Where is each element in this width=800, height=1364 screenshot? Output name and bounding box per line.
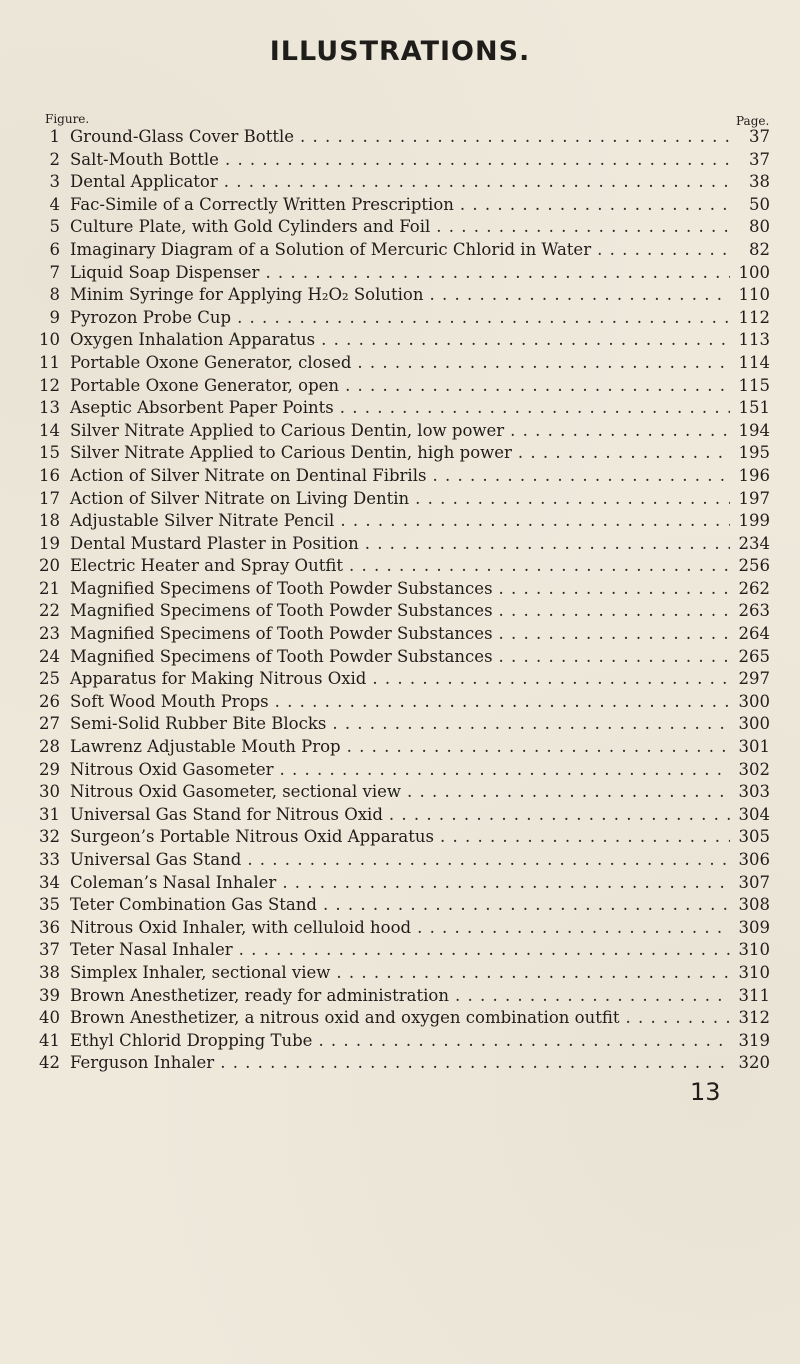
list-item: [36, 985, 770, 1008]
list-item: [36, 646, 770, 669]
page-ref: 309: [738, 917, 770, 937]
list-item: [36, 284, 770, 307]
page-ref: 320: [738, 1053, 770, 1073]
figure-number: 40: [39, 1008, 60, 1028]
list-item: [36, 262, 770, 285]
dot-leader: [345, 375, 730, 398]
figure-caption: Teter Combination Gas Stand: [70, 895, 317, 915]
figure-number: 31: [39, 804, 60, 824]
dot-leader: [247, 849, 730, 872]
figure-caption: Brown Anesthetizer, ready for administration: [70, 985, 449, 1005]
dot-leader: [332, 713, 730, 736]
page-ref: 151: [738, 398, 770, 418]
dot-leader: [340, 397, 730, 420]
page-ref: 197: [738, 488, 770, 508]
list-item: [36, 1052, 770, 1075]
figure-number: 26: [39, 691, 60, 711]
figure-number: 9: [49, 307, 60, 327]
dot-leader: [318, 1030, 730, 1053]
figure-number: 28: [39, 737, 60, 757]
dot-leader: [347, 736, 730, 759]
page-ref: 307: [738, 872, 770, 892]
page-ref: 303: [738, 782, 770, 802]
figure-caption: Electric Heater and Spray Outfit: [70, 556, 343, 576]
figure-number: 2: [49, 149, 60, 169]
dot-leader: [510, 420, 730, 443]
figure-caption: Silver Nitrate Applied to Carious Dentin, high power: [70, 443, 512, 463]
dot-leader: [415, 488, 730, 511]
page-ref: 300: [738, 714, 770, 734]
figure-number: 32: [39, 827, 60, 847]
list-item: [36, 600, 770, 623]
list-item: [36, 420, 770, 443]
dot-leader: [237, 307, 730, 330]
figure-number: 29: [39, 759, 60, 779]
figure-number: 14: [39, 420, 60, 440]
page-ref: 311: [738, 985, 770, 1005]
figure-number: 34: [39, 872, 60, 892]
page-ref: 304: [738, 804, 770, 824]
figure-caption: Nitrous Oxid Gasometer, sectional view: [70, 782, 401, 802]
figure-caption: Ethyl Chlorid Dropping Tube: [70, 1030, 313, 1050]
list-item: [36, 126, 770, 149]
page-ref: 297: [738, 669, 770, 689]
figure-number: 18: [39, 511, 60, 531]
page-ref: 308: [738, 895, 770, 915]
list-item: [36, 488, 770, 511]
figure-number: 42: [39, 1053, 60, 1073]
dot-leader: [280, 759, 730, 782]
figure-number: 17: [39, 488, 60, 508]
figure-caption: Minim Syringe for Applying H₂O₂ Solution: [70, 285, 424, 305]
dot-leader: [224, 171, 730, 194]
figure-caption: Oxygen Inhalation Apparatus: [70, 330, 316, 350]
list-item: [36, 962, 770, 985]
dot-leader: [429, 284, 730, 307]
list-item: [36, 713, 770, 736]
list-item: [36, 533, 770, 556]
page-ref: 113: [738, 330, 770, 350]
page-ref: 262: [738, 578, 770, 598]
list-item: [36, 375, 770, 398]
figure-caption: Portable Oxone Generator, closed: [70, 352, 352, 372]
page-ref: 194: [738, 420, 770, 440]
dot-leader: [518, 442, 730, 465]
page-ref: 312: [738, 1008, 770, 1028]
figure-number: 10: [39, 330, 60, 350]
list-item: [36, 939, 770, 962]
dot-leader: [499, 623, 730, 646]
figure-number: 23: [39, 624, 60, 644]
figure-number: 27: [39, 714, 60, 734]
figure-caption: Imaginary Diagram of a Solution of Mercuric Chlorid in Water: [70, 239, 592, 259]
list-item: [36, 781, 770, 804]
list-item: [36, 668, 770, 691]
dot-leader: [389, 804, 730, 827]
figure-number: 15: [39, 443, 60, 463]
dot-leader: [499, 578, 730, 601]
figure-caption: Nitrous Oxid Gasometer: [70, 759, 274, 779]
illustration-list: [36, 126, 770, 1075]
list-item: [36, 1030, 770, 1053]
page-ref: 264: [738, 624, 770, 644]
dot-leader: [455, 985, 730, 1008]
page-ref: 305: [738, 827, 770, 847]
dot-leader: [336, 962, 730, 985]
figure-caption: Lawrenz Adjustable Mouth Prop: [70, 737, 341, 757]
dot-leader: [275, 691, 730, 714]
list-item: [36, 917, 770, 940]
page-ref: 82: [749, 239, 770, 259]
dot-leader: [265, 262, 730, 285]
figure-caption: Salt-Mouth Bottle: [70, 149, 219, 169]
figure-caption: Coleman’s Nasal Inhaler: [70, 872, 277, 892]
page-ref: 302: [738, 759, 770, 779]
figure-number: 35: [39, 895, 60, 915]
figure-number: 12: [39, 375, 60, 395]
page-ref: 37: [749, 127, 770, 146]
dot-leader: [417, 917, 730, 940]
figure-column-heading: Figure.: [45, 112, 90, 126]
figure-caption: Fac-Simile of a Correctly Written Prescription: [70, 194, 454, 214]
list-item: [36, 239, 770, 262]
dot-leader: [499, 600, 730, 623]
figure-number: 8: [49, 285, 60, 305]
page-ref: 263: [738, 601, 770, 621]
page-ref: 310: [738, 940, 770, 960]
figure-caption: Portable Oxone Generator, open: [70, 375, 340, 395]
figure-number: 16: [39, 465, 60, 485]
list-item: [36, 736, 770, 759]
dot-leader: [436, 216, 730, 239]
dot-leader: [625, 1007, 730, 1030]
list-item: [36, 465, 770, 488]
figure-caption: Surgeon’s Portable Nitrous Oxid Apparatus: [70, 827, 434, 847]
figure-caption: Pyrozon Probe Cup: [70, 307, 232, 327]
figure-number: 41: [39, 1030, 60, 1050]
list-item: [36, 872, 770, 895]
figure-caption: Magnified Specimens of Tooth Powder Substances: [70, 646, 493, 666]
page-ref: 300: [738, 691, 770, 711]
figure-caption: Soft Wood Mouth Props: [70, 691, 269, 711]
figure-number: 25: [39, 669, 60, 689]
page-ref: 110: [738, 285, 770, 305]
figure-caption: Adjustable Silver Nitrate Pencil: [70, 511, 335, 531]
dot-leader: [323, 894, 730, 917]
figure-caption: Universal Gas Stand: [70, 850, 242, 869]
page-ref: 50: [749, 194, 770, 214]
dot-leader: [432, 465, 730, 488]
page-ref: 196: [738, 465, 770, 485]
figure-number: 30: [39, 782, 60, 802]
dot-leader: [372, 668, 730, 691]
figure-caption: Magnified Specimens of Tooth Powder Substances: [70, 578, 493, 598]
figure-caption: Action of Silver Nitrate on Living Dentin: [70, 488, 410, 508]
page-ref: 114: [738, 352, 770, 372]
figure-caption: Ferguson Inhaler: [70, 1053, 215, 1073]
figure-number: 19: [39, 533, 60, 553]
figure-caption: Magnified Specimens of Tooth Powder Substances: [70, 601, 493, 621]
dot-leader: [365, 533, 730, 556]
figure-number: 22: [39, 601, 60, 621]
figure-caption: Dental Mustard Plaster in Position: [70, 533, 359, 553]
page-ref: 195: [738, 443, 770, 463]
page-title: ILLUSTRATIONS.: [269, 36, 531, 67]
list-item: [36, 759, 770, 782]
figure-caption: Action of Silver Nitrate on Dentinal Fibrils: [70, 465, 427, 485]
dot-leader: [460, 194, 730, 217]
figure-caption: Semi-Solid Rubber Bite Blocks: [70, 714, 327, 734]
page-ref: 310: [738, 962, 770, 982]
dot-leader: [407, 781, 730, 804]
list-item: [36, 329, 770, 352]
dot-leader: [220, 1052, 730, 1075]
page-ref: 199: [738, 511, 770, 531]
dot-leader: [597, 239, 730, 262]
list-item: [36, 171, 770, 194]
list-item: [36, 691, 770, 714]
page-ref: 319: [738, 1030, 770, 1050]
figure-caption: Ground-Glass Cover Bottle: [70, 127, 295, 146]
list-item: [36, 623, 770, 646]
dot-leader: [239, 939, 730, 962]
page-ref: 306: [738, 850, 770, 869]
page-ref: 37: [749, 149, 770, 169]
figure-number: 21: [39, 578, 60, 598]
page-ref: 38: [749, 172, 770, 192]
figure-number: 38: [39, 962, 60, 982]
page-ref: 234: [738, 533, 770, 553]
list-item: [36, 804, 770, 827]
figure-caption: Magnified Specimens of Tooth Powder Substances: [70, 624, 493, 644]
list-item: [36, 397, 770, 420]
figure-number: 13: [39, 398, 60, 418]
figure-caption: Apparatus for Making Nitrous Oxid: [70, 669, 367, 689]
list-item: [36, 849, 770, 872]
figure-caption: Universal Gas Stand for Nitrous Oxid: [70, 804, 383, 824]
figure-caption: Liquid Soap Dispenser: [70, 262, 260, 282]
page-ref: 265: [738, 646, 770, 666]
figure-number: 4: [49, 194, 60, 214]
list-item: [36, 216, 770, 239]
figure-caption: Nitrous Oxid Inhaler, with celluloid hood: [70, 917, 412, 937]
list-item: [36, 307, 770, 330]
list-item: [36, 1007, 770, 1030]
dot-leader: [300, 126, 730, 149]
list-item: [36, 352, 770, 375]
figure-number: 7: [49, 262, 60, 282]
page-ref: 115: [738, 375, 770, 395]
page-ref: 112: [738, 307, 770, 327]
list-item: [36, 442, 770, 465]
page-ref: 301: [738, 737, 770, 757]
dot-leader: [340, 510, 730, 533]
list-item: [36, 194, 770, 217]
figure-number: 39: [39, 985, 60, 1005]
dot-leader: [440, 826, 730, 849]
figure-caption: Teter Nasal Inhaler: [70, 940, 233, 960]
figure-number: 33: [39, 850, 60, 869]
page-ref: 256: [738, 556, 770, 576]
figure-number: 37: [39, 940, 60, 960]
dot-leader: [349, 555, 730, 578]
list-item: [36, 555, 770, 578]
list-item: [36, 578, 770, 601]
list-item: [36, 894, 770, 917]
figure-caption: Brown Anesthetizer, a nitrous oxid and oxygen combination outfit: [70, 1008, 620, 1028]
figure-number: 3: [49, 172, 60, 192]
figure-caption: Aseptic Absorbent Paper Points: [70, 398, 334, 418]
dot-leader: [321, 329, 730, 352]
page-column-heading: Page.: [736, 114, 770, 128]
figure-number: 36: [39, 917, 60, 937]
figure-number: 1: [49, 127, 60, 146]
dot-leader: [357, 352, 730, 375]
figure-number: 24: [39, 646, 60, 666]
list-item: [36, 149, 770, 172]
page-ref: 80: [749, 217, 770, 237]
figure-number: 11: [39, 352, 60, 372]
page-ref: 100: [738, 262, 770, 282]
dot-leader: [499, 646, 730, 669]
figure-caption: Culture Plate, with Gold Cylinders and Foil: [70, 217, 431, 237]
list-item: [36, 510, 770, 533]
list-item: [36, 826, 770, 849]
dot-leader: [282, 872, 730, 895]
figure-number: 5: [49, 217, 60, 237]
page-number: 13: [690, 1078, 721, 1106]
figure-number: 6: [49, 239, 60, 259]
figure-caption: Simplex Inhaler, sectional view: [70, 962, 331, 982]
dot-leader: [225, 149, 730, 172]
figure-caption: Silver Nitrate Applied to Carious Dentin, low power: [70, 420, 505, 440]
figure-number: 20: [39, 556, 60, 576]
figure-caption: Dental Applicator: [70, 172, 218, 192]
